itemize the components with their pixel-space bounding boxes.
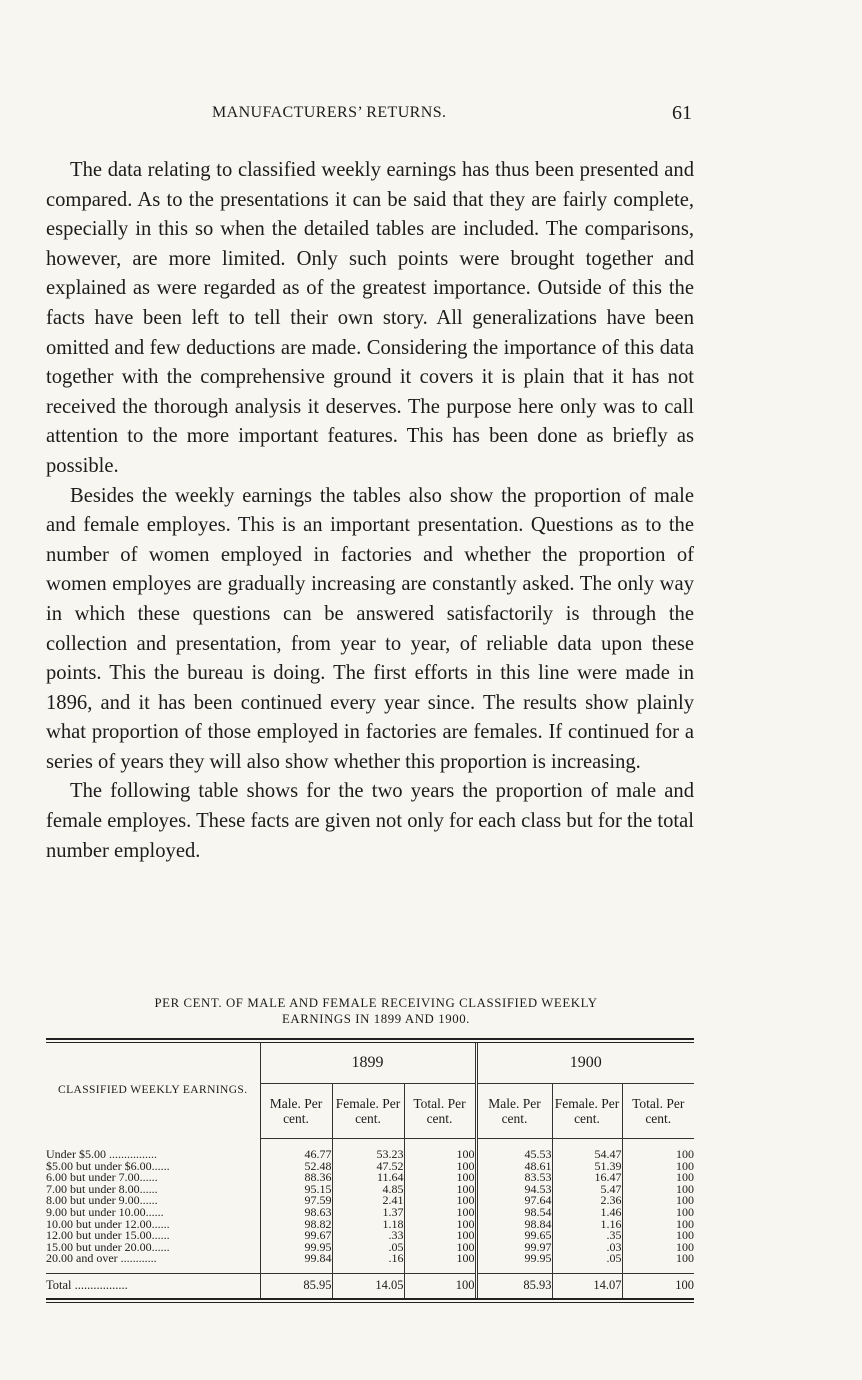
table-cell: 98.82 xyxy=(260,1219,332,1231)
row-label: 20.00 and over ............ xyxy=(46,1251,157,1266)
year-header: 1900 xyxy=(476,1043,694,1084)
table-cell: 100 xyxy=(622,1230,694,1242)
paragraph: The following table shows for the two years the proportion of male and female employes. These facts are given not only for each class but for the total number employed. xyxy=(46,780,694,862)
table-cell: 85.93 xyxy=(476,1273,552,1298)
table-body xyxy=(46,1139,694,1274)
year-header: 1899 xyxy=(260,1043,476,1084)
total-row xyxy=(46,1273,694,1298)
table-cell: 100 xyxy=(404,1253,476,1273)
table-cell: .33 xyxy=(332,1230,404,1242)
table-cell: .16 xyxy=(332,1253,404,1273)
running-title: MANUFACTURERS’ RETURNS. xyxy=(212,104,447,121)
table-cell: 99.67 xyxy=(260,1230,332,1242)
table-cell: 100 xyxy=(622,1253,694,1273)
table-cell: 99.84 xyxy=(260,1253,332,1273)
table-cell: 99.65 xyxy=(476,1230,552,1242)
table-cell: .05 xyxy=(332,1242,404,1254)
table-cell: .35 xyxy=(552,1230,622,1242)
column-header-female: Female. Per cent. xyxy=(552,1084,622,1139)
table-cell: 2.41 xyxy=(332,1195,404,1207)
table-row xyxy=(46,1139,694,1161)
row-label: 12.00 but under 15.00...... xyxy=(46,1228,170,1243)
body-text xyxy=(46,156,694,866)
table-cell: 52.48 xyxy=(260,1161,332,1173)
table-cell: 100 xyxy=(404,1172,476,1184)
table-cell: 14.07 xyxy=(552,1273,622,1298)
table-cell: 54.47 xyxy=(552,1139,622,1161)
table-cell: 94.53 xyxy=(476,1184,552,1196)
table-cell: 100 xyxy=(622,1273,694,1298)
row-label: $5.00 but under $6.00...... xyxy=(46,1158,170,1173)
table-cell: 99.95 xyxy=(260,1242,332,1254)
row-label: 10.00 but under 12.00...... xyxy=(46,1216,170,1231)
row-label: 7.00 but under 8.00...... xyxy=(46,1181,158,1196)
table-cell: 100 xyxy=(404,1230,476,1242)
table-cell: 100 xyxy=(622,1161,694,1173)
table-row xyxy=(46,1253,694,1273)
row-header: CLASSIFIED WEEKLY EARNINGS. xyxy=(58,1084,248,1097)
table-cell: 100 xyxy=(404,1207,476,1219)
table-cell: 100 xyxy=(404,1139,476,1161)
table-cell: 88.36 xyxy=(260,1172,332,1184)
row-label: 6.00 but under 7.00...... xyxy=(46,1170,158,1185)
table-cell: 14.05 xyxy=(332,1273,404,1298)
table-cell: 100 xyxy=(622,1195,694,1207)
table-cell: 98.84 xyxy=(476,1219,552,1231)
row-label: 9.00 but under 10.00...... xyxy=(46,1204,164,1219)
table-cell: 100 xyxy=(404,1273,476,1298)
table-cell: 97.64 xyxy=(476,1195,552,1207)
earnings-table-wrap xyxy=(46,1038,694,1303)
table-cell: .03 xyxy=(552,1242,622,1254)
row-label: 8.00 but under 9.00...... xyxy=(46,1193,158,1208)
table-bottom-rule xyxy=(46,1298,694,1303)
table-cell: 1.46 xyxy=(552,1207,622,1219)
table-cell: 48.61 xyxy=(476,1161,552,1173)
table-cell: 45.53 xyxy=(476,1139,552,1161)
table-cell: 100 xyxy=(622,1139,694,1161)
table-cell: 2.36 xyxy=(552,1195,622,1207)
table-cell: 16.47 xyxy=(552,1172,622,1184)
table-cell: 100 xyxy=(622,1184,694,1196)
table-cell: 100 xyxy=(404,1219,476,1231)
row-label: 15.00 but under 20.00...... xyxy=(46,1239,170,1254)
table-caption xyxy=(46,995,706,1027)
table-cell: 85.95 xyxy=(260,1273,332,1298)
table-cell: 100 xyxy=(622,1219,694,1231)
table-cell: 51.39 xyxy=(552,1161,622,1173)
table-cell: 98.63 xyxy=(260,1207,332,1219)
column-header-female: Female. Per cent. xyxy=(332,1084,404,1139)
table-cell: 83.53 xyxy=(476,1172,552,1184)
table-caption-line: EARNINGS IN 1899 AND 1900. xyxy=(281,1012,470,1026)
paragraph: Besides the weekly earnings the tables also show the proportion of male and female employes. This is an important presentation. Questions as to the number of women employed in factories and whether the proportion of women employes are gradually increasing are constantly asked. The only way in which these questions can be answered satisfactorily is through the collection and presentation, from year to year, of reliable data upon these points. This the bureau is doing. The first efforts in this line were made in 1896, and it has been continued every year since. The results show plainly what proportion of those employed in factories are females. If continued for a series of years they will also show whether this proportion is increasing. xyxy=(46,484,694,773)
column-header-male: Male. Per cent. xyxy=(260,1084,332,1139)
table-cell: 47.52 xyxy=(332,1161,404,1173)
table-cell: 1.16 xyxy=(552,1219,622,1231)
column-header-total: Total. Per cent. xyxy=(404,1084,476,1139)
table-cell: 4.85 xyxy=(332,1184,404,1196)
table-cell: 100 xyxy=(404,1161,476,1173)
table-cell: 53.23 xyxy=(332,1139,404,1161)
table-cell: 97.59 xyxy=(260,1195,332,1207)
table-cell: 99.95 xyxy=(476,1253,552,1273)
table-cell: 100 xyxy=(622,1242,694,1254)
paragraph: The data relating to classified weekly earnings has thus been presented and compared. As to the presentations it can be said that they are fairly complete, especially in this so when the detailed tables are included. The comparisons, however, are more limited. Only such points were brought together and explained as were regarded as of the greatest importance. Outside of this the facts have been left to tell their own story. All generalizations have been omitted and few deductions are made. Considering the importance of this data together with the comprehensive ground it covers it is plain that it has not received the thorough analysis it deserves. The purpose here only was to call attention to the more important features. This has been done as briefly as possible. xyxy=(46,159,694,477)
table-cell: 100 xyxy=(404,1184,476,1196)
table-cell: 98.54 xyxy=(476,1207,552,1219)
row-label: Under $5.00 ................ xyxy=(46,1146,157,1161)
table-cell: 100 xyxy=(404,1242,476,1254)
table-cell: 100 xyxy=(622,1172,694,1184)
table-cell: 95.15 xyxy=(260,1184,332,1196)
table-caption-line: PER CENT. OF MALE AND FEMALE RECEIVING CLASSIFIED WEEKLY xyxy=(154,996,598,1010)
table-cell: 99.97 xyxy=(476,1242,552,1254)
table-cell: 1.18 xyxy=(332,1219,404,1231)
table-cell: 11.64 xyxy=(332,1172,404,1184)
column-header-male: Male. Per cent. xyxy=(476,1084,552,1139)
table-cell: .05 xyxy=(552,1253,622,1273)
earnings-table xyxy=(46,1043,694,1298)
table-cell: 5.47 xyxy=(552,1184,622,1196)
table-cell: 46.77 xyxy=(260,1139,332,1161)
running-head xyxy=(46,104,696,134)
table-cell: 100 xyxy=(404,1195,476,1207)
column-header-total: Total. Per cent. xyxy=(622,1084,694,1139)
table-cell: 1.37 xyxy=(332,1207,404,1219)
page-number: 61 xyxy=(672,102,692,124)
table-cell: 100 xyxy=(622,1207,694,1219)
total-label: Total ................. xyxy=(46,1273,260,1298)
